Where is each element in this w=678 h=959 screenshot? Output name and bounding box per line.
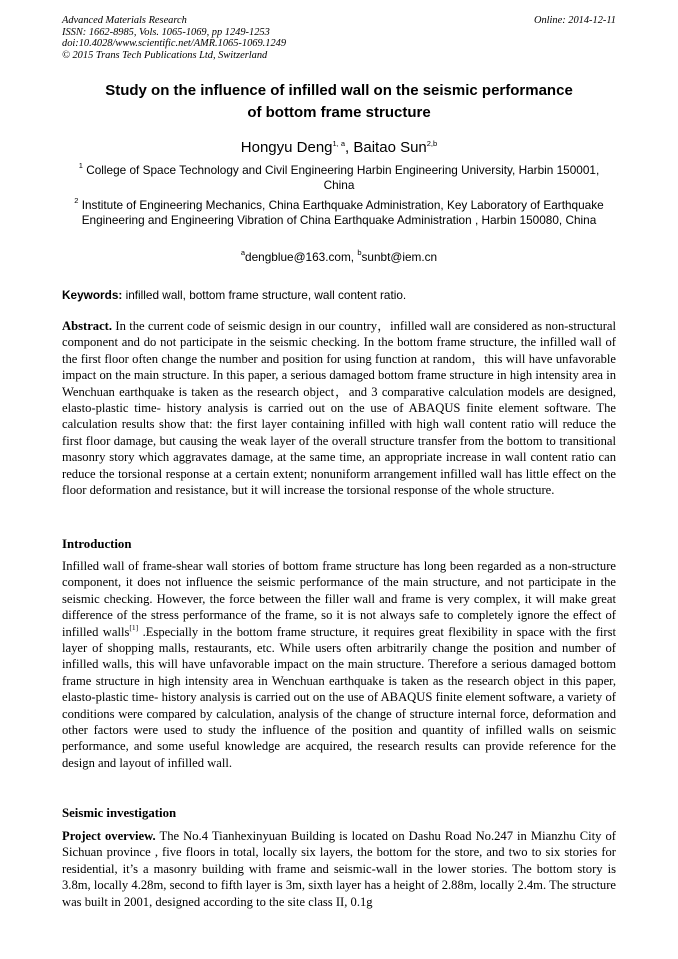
email-a-marker: a <box>240 248 246 257</box>
keywords <box>62 288 616 303</box>
introduction-text-b: .Especially in the bottom frame structure, it requires great flexibility in space with the first layer of shopping malls, restaurants, etc. While users often arbitrarily change the position and number of infilled walls, this will have unfavorable impact on the main structure. Therefore a serious damaged bottom frame structure in high intensity area in Wenchuan earthquake is taken as the research object in this paper, elasto-plastic time- history analysis is carried out on the use of ABAQUS finite element software, a variety of conditions were compared by calculation, analysis of the change of structure internal force, deformation and other factors were used to study the influence of the position and quantity of infilled walls on seismic performance, and some useful knowledge are acquired, the research results can provide reference for the design and layout of infilled wall. <box>62 624 616 770</box>
keywords-label: Keywords: <box>62 288 123 302</box>
author-1-affil: 1, a <box>332 139 346 148</box>
project-overview-paragraph <box>62 828 616 910</box>
project-overview-label: Project overview. <box>62 829 156 843</box>
affiliation-1-text: College of Space Technology and Civil Engineering Harbin Engineering University, Harbin 150001, China <box>82 163 600 193</box>
email-b-marker: b <box>357 248 362 257</box>
affiliation-2-text: Institute of Engineering Mechanics, China Earthquake Administration, Key Laboratory of Earthquake Engineering and Engineering Vibration of China Earthquake Administration , Harbin 150080, China <box>78 198 604 228</box>
paper-title <box>40 80 638 124</box>
email-a[interactable]: dengblue@163.com, <box>245 250 358 264</box>
journal-name: Advanced Materials Research <box>62 15 187 26</box>
author-1: Hongyu Deng <box>240 139 333 156</box>
issn-line: ISSN: 1662-8985, Vols. 1065-1069, pp 1249-1253 <box>62 26 270 38</box>
abstract-text: In the current code of seismic design in our country，infilled wall are considered as non-structural component and do not participate in the seismic checking. In the bottom frame structure, the infilled wall of the first floor often change the number and position for using function at random，this will have unfavorable impact on the main structure. In this paper, a serious damaged bottom frame structure in high intensity area in Wenchuan earthquake is taken as the research object，and 3 comparative calculation models are designed, elasto-plastic time- history analysis is carried out on the use of ABAQUS finite element software. The calculation results show that: the first layer containing infilled with high wall content ratio will reduce the first floor damage, but causing the weak layer of the overall structure transfer from the bottom to transitional masonry story which aggravates damage, at the same time, an appropriate increase in wall content ratio can reduce the torsional response at a certain extent; nonuniform arrangement infilled wall has little effect on the floor deformation and resistance, but it will increase the torsional response of the whole structure. <box>62 319 616 498</box>
online-date: Online: 2014-12-11 <box>533 15 616 26</box>
doi-line: doi:10.4028/www.scientific.net/AMR.1065-1069.1249 <box>62 38 287 50</box>
introduction-paragraph <box>62 558 616 771</box>
affiliation-2 <box>62 198 616 229</box>
keywords-text: infilled wall, bottom frame structure, wall content ratio. <box>122 288 407 302</box>
introduction-text-a: Infilled wall of frame-shear wall stories of bottom frame structure has long been regarded as a non-structure component, it does not influence the seismic performance of the main structure, and not participate in the seismic checking. However, the force between the filler wall and frame is very complex, it will make great difference of the stress performance of the frame, so it is not always safe to completely ignore the effect of infilled walls <box>62 559 616 639</box>
seismic-investigation-heading: Seismic investigation <box>62 806 177 820</box>
abstract <box>62 318 616 498</box>
citation-ref[interactable]: [1] <box>129 622 139 632</box>
abstract-label: Abstract. <box>62 319 113 333</box>
email-line <box>62 250 616 265</box>
project-overview-text: The No.4 Tianhexinyuan Building is located on Dashu Road No.247 in Mianzhu City of Sichuan province , five floors in total, locally six layers, the bottom for the store, and two to six stories for residential, it’s a masonry building with frame and seismic-wall in the lower stories. The bottom story is 3.8m, locally 4.28m, second to fifth layer is 3m, sixth layer has a height of 2.88m, locally 2.4m. The structure was built in 2001, designed according to the site class II, 0.1g <box>62 829 616 909</box>
affiliation-1-marker: 1 <box>78 161 83 170</box>
author-separator: , <box>345 139 354 156</box>
author-list <box>40 138 638 158</box>
journal-header <box>62 15 616 61</box>
author-2-affil: 2,b <box>426 139 438 148</box>
author-2: Baitao Sun <box>353 139 427 156</box>
affiliation-2-marker: 2 <box>74 196 79 205</box>
affiliation-1 <box>62 163 616 194</box>
introduction-heading: Introduction <box>62 537 132 551</box>
title-line-2: of bottom frame structure <box>247 104 431 121</box>
email-b[interactable]: sunbt@iem.cn <box>361 250 438 264</box>
copyright-line: © 2015 Trans Tech Publications Ltd, Switzerland <box>62 49 268 61</box>
title-line-1: Study on the influence of infilled wall on the seismic performance <box>105 82 573 99</box>
